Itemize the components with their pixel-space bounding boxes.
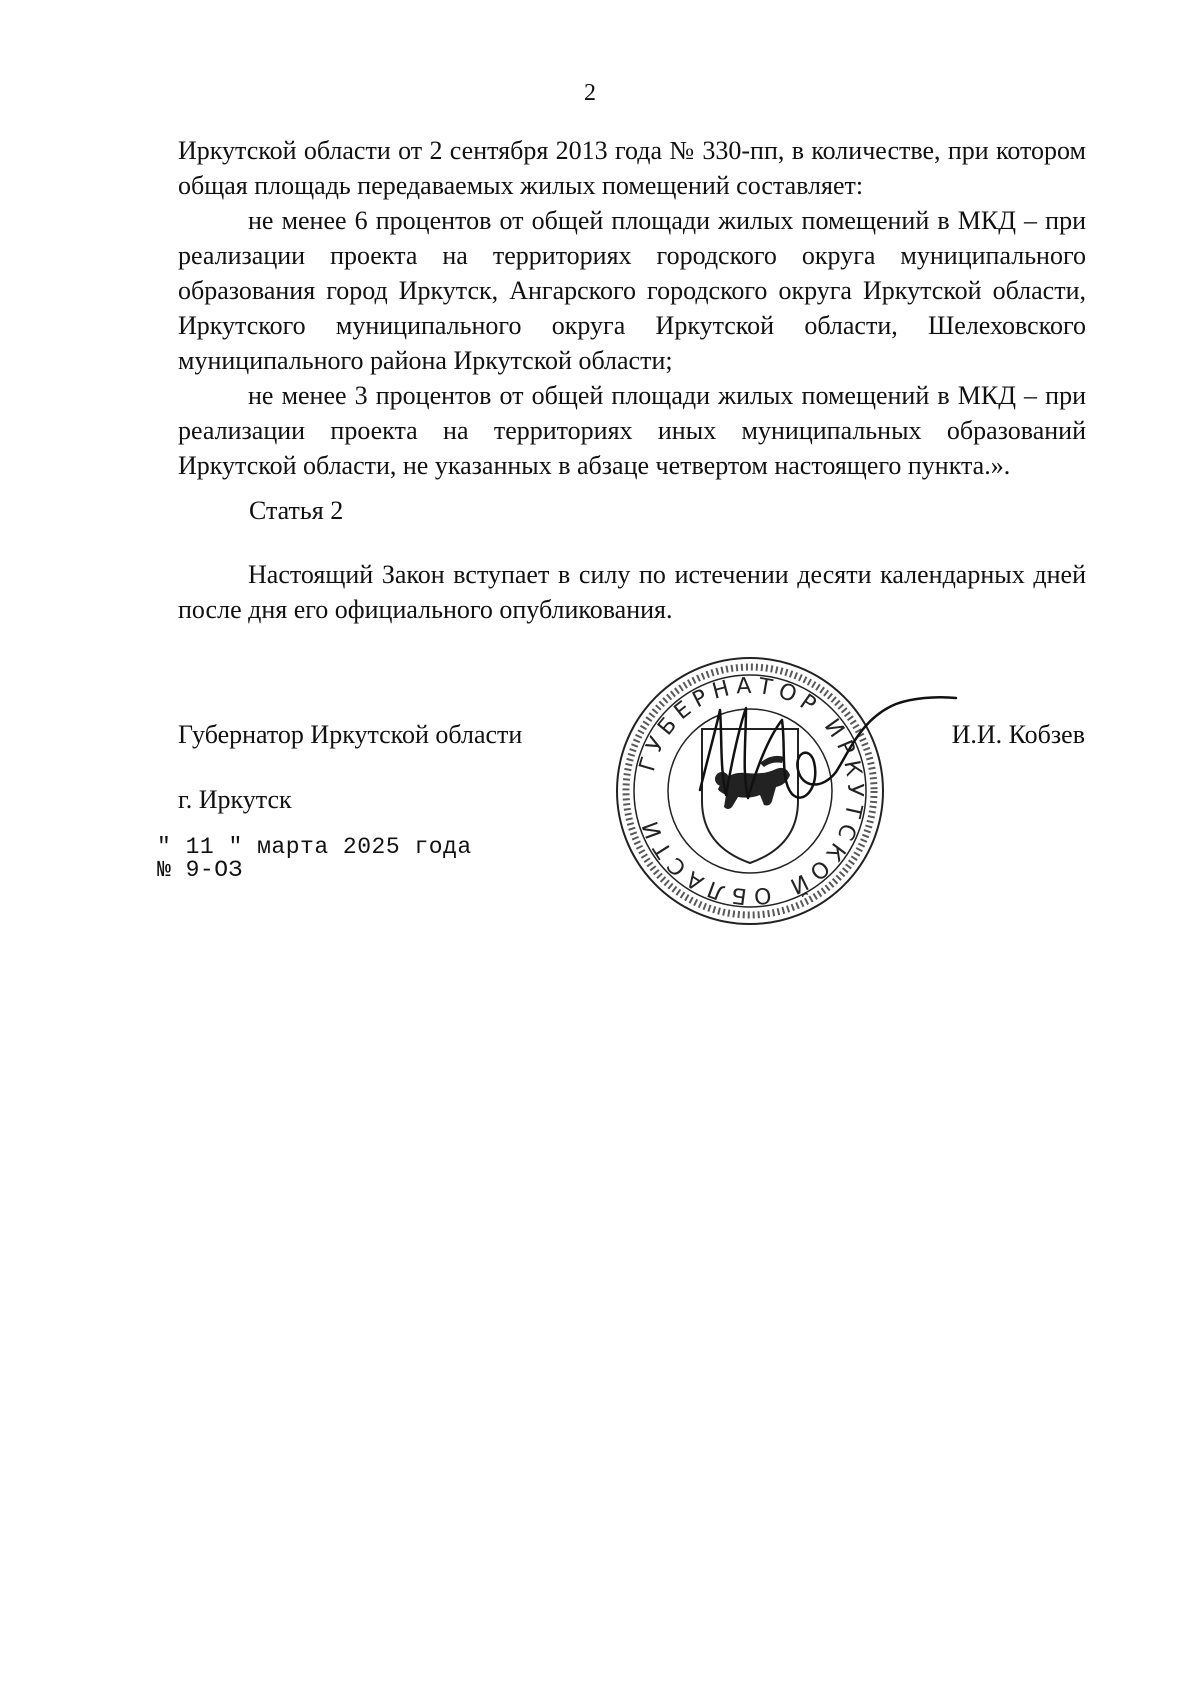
paragraph-6-percent: не менее 6 процентов от общей площади жилых помещений в МКД – при реализации проекта на территориях городского округа муниципального образования город Иркутск, Ангарского городского округа Иркутской области, Иркутского муниципального округа Иркутской области, Шелеховского муниципального района Иркутской области; [178, 206, 1086, 375]
svg-text:ГУБЕРНАТОР ИРКУТСКОЙ ОБЛАСТИ: ГУБЕРНАТОР ИРКУТСКОЙ ОБЛАСТИ [635, 673, 868, 909]
page-number: 2 [584, 80, 596, 106]
issue-city: г. Иркутск [178, 785, 292, 814]
signatory-position: Губернатор Иркутской области [178, 720, 523, 749]
article-2-text: Настоящий Закон вступает в силу по истечении десяти календарных дней после дня его официального опубликования. [178, 560, 1086, 624]
official-seal [610, 651, 890, 931]
paragraph-3-percent: не менее 3 процентов от общей площади жилых помещений в МКД – при реализации проекта на территориях иных муниципальных образований Иркутской области, не указанных в абзаце четвертом настоящего пункта.». [178, 381, 1086, 480]
paragraph-intro: Иркутской области от 2 сентября 2013 года № 330-пп, в количестве, при котором общая площадь передаваемых жилых помещений составляет: [178, 136, 1086, 200]
signatory-name: И.И. Кобзев [951, 720, 1085, 749]
law-number: № 9-ОЗ [157, 857, 243, 883]
law-text-continuation [178, 133, 1086, 483]
article-2-heading: Статья 2 [249, 496, 344, 525]
issue-date: " 11 " марта 2025 года [157, 834, 472, 860]
